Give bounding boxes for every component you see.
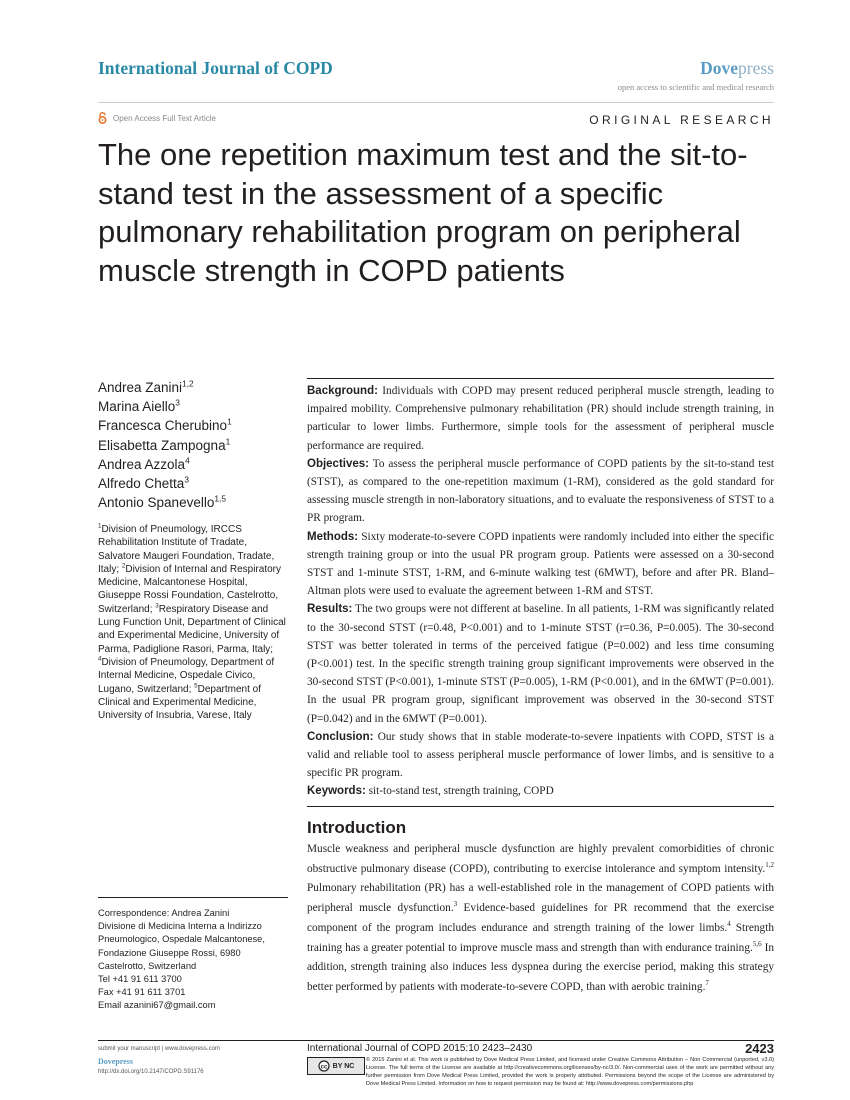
footer-divider [98, 1040, 774, 1041]
affiliations: $^1$Division of Pneumology, IRCCS Rehabilitation Institute of Tradate, Salvatore Maugeri Foundation, Tradate, Italy; $^2$Division of Internal and Respiratory Medicine, Malcantonese Hospital, Giuseppe Rossi Foundation, Castelrotto, Switzerland; $^3$Respiratory Disease and Lung Function Unit, Department of Clinical and Experimental Medicine, University of Parma, Padiglione Rasori, Parma, Italy; $^4$Division of Pneumology, Department of Internal Medicine, Ospedale Civico, Lugano, Switzerland; $^5$Department of Clinical and Experimental Medicine, University of Insubria, Varese, Italy [98, 522, 286, 722]
abstract-conclusion: Conclusion: Our study shows that in stable moderate-to-severe inpatients with COPD, STST is a valid and reliable tool to assess peripheral muscle performance of lower limbs, and is sensitive to a specific PR program. [307, 730, 774, 780]
author: Marina Aiello$^3$ [98, 397, 180, 415]
abstract-keywords: Keywords: sit-to-stand test, strength training, COPD [307, 785, 554, 798]
abstract-methods: Methods: Sixty moderate-to-severe COPD inpatients were randomly included into either the specific strength training group or into the usual PR program group. Patients were assessed on a 30-second STST and 1-minute STST, 1-RM, and 6-minute walking test (6MWT), before and after PR. Bland–Altman plots were used to evaluate the agreement between 1-RM and STST. [307, 530, 774, 598]
author: Antonio Spanevello$^{1,5}$ [98, 493, 226, 511]
author-list [98, 378, 232, 512]
abstract-background: Background: Individuals with COPD may present reduced peripheral muscle strength, leading to impaired mobility. Comprehensive pulmonary rehabilitation (PR) should include strength training, in particular to lower limbs. Furthermore, simple tools for the assessment of peripheral muscle performance are required. [307, 385, 774, 452]
creative-commons-badge[interactable] [307, 1057, 365, 1075]
abstract-bottom-rule [307, 806, 774, 807]
doi-link[interactable]: http://dx.doi.org/10.2147/COPD.S91176 [98, 1069, 204, 1075]
correspondence-line: Correspondence: Andrea Zanini [98, 908, 230, 918]
correspondence-line: Fax +41 91 611 3701 [98, 987, 186, 998]
author: Alfredo Chetta$^3$ [98, 474, 189, 492]
correspondence-line: Pneumologico, Ospedale Malcantonese, [98, 934, 265, 945]
author: Elisabetta Zampogna$^1$ [98, 436, 231, 453]
correspondence-line: Divisione di Medicina Interna a Indirizzo [98, 921, 262, 932]
submit-manuscript-link[interactable]: submit your manuscript | www.dovepress.com [98, 1046, 220, 1052]
open-access-label [98, 112, 216, 124]
introduction-paragraph: Muscle weakness and peripheral muscle dysfunction are highly prevalent comorbidities of chronic obstructive pulmonary disease (COPD), contributing to exercise intolerance and symptom intensity.$^{1,2}$ Pulmonary rehabilitation (PR) has a well-established role in the management of COPD patients with peripheral muscle dysfunction.$^3$ Evidence-based guidelines for PR recommend that the exercise component of the program includes endurance and strength training of the lower limbs.$^4$ Strength training has a greater potential to improve muscle mass and strength than with endurance training.$^{5,6}$ In addition, strength training also induces less dyspnea during the exercise period, making this strategy better performed by patients with moderate-to-severe COPD, than with aerobic training.$^7$ [307, 843, 774, 993]
author: Andrea Zanini$^{1,2}$ [98, 378, 194, 395]
correspondence-divider [98, 897, 288, 898]
correspondence [98, 907, 265, 1013]
publisher-logo-dove: Dove [700, 58, 739, 78]
header-divider [98, 102, 774, 103]
article-type: ORIGINAL RESEARCH [589, 113, 774, 127]
correspondence-line: Tel +41 91 611 3700 [98, 974, 182, 985]
author: Francesca Cherubino$^1$ [98, 416, 232, 434]
page-number: 2423 [745, 1041, 774, 1056]
section-heading-introduction: Introduction [307, 818, 407, 837]
abstract-objectives: Objectives: To assess the peripheral muscle performance of COPD patients by the sit-to-stand test (STST), as compared to the one-repetition maximum (1-RM), considered as the gold standard for assessing muscle strength in non-laboratory situations, and to evaluate the responsiveness of STST to a PR program. [307, 457, 774, 525]
correspondence-line: Fondazione Giuseppe Rossi, 6980 [98, 947, 241, 958]
open-access-lock-icon [98, 112, 107, 124]
author: Andrea Azzola$^4$ [98, 455, 190, 472]
abstract [307, 382, 774, 801]
footer-left [98, 1044, 220, 1079]
open-access-text: Open Access Full Text Article [113, 113, 217, 123]
article-title: The one repetition maximum test and the sit-to-stand test in the assessment of a specific pulmonary rehabilitation program on peripheral muscle strength in COPD patients [98, 137, 748, 288]
footer-citation: International Journal of COPD 2015:10 2423–2430 [307, 1043, 533, 1054]
abstract-results: Results: The two groups were not different at baseline. In all patients, 1-RM was significantly related to the 30-second STST (r=0.48, P<0.001) and to 1-minute STST (r=0.36, P=0.005). The 30-second STST was better tolerated in terms of the perceived fatigue (P=0.002) and less time consuming (P<0.001) test. In the specific strength training group significant improvements were observed in the 30-second STST (P<0.001), 1-minute STST (P=0.005), 1-RM (P<0.001), and in the 6MWT (P=0.001). In the usual PR program group, significant improvement was observed in the 30-second STST (P=0.042) and in the 6MWT (P=0.001). [307, 603, 774, 725]
cc-icon [318, 1060, 330, 1072]
cc-badge-label: BY NC [332, 1062, 355, 1070]
correspondence-line: Castelrotto, Switzerland [98, 960, 197, 971]
journal-title: International Journal of COPD [98, 58, 333, 78]
publisher-logo [700, 58, 774, 79]
svg-text:cc: cc [320, 1064, 328, 1071]
introduction-body [307, 840, 774, 998]
publisher-tagline: open access to scientific and medical research [617, 82, 774, 92]
footer-publisher-logo: Dovepress [98, 1056, 133, 1066]
correspondence-email[interactable]: Email azanini67@gmail.com [98, 1000, 216, 1011]
abstract-top-rule [307, 378, 774, 379]
license-text: © 2015 Zanini et al. This work is published by Dove Medical Press Limited, and licensed under Creative Commons Attribution – Non Commercial (unported, v3.0) License. The full terms of the License are available at http://creativecommons.org/licenses/by-nc/3.0/. Non-commercial uses of the work are permitted without any further permission from Dove Medical Press Limited, provided the work is properly attributed. Permissions beyond the scope of the License are administered by Dove Medical Press Limited. Information on how to request permission may be found at: http://www.dovepress.com/permissions.php [366, 1057, 774, 1087]
publisher-logo-press: press [738, 58, 774, 78]
